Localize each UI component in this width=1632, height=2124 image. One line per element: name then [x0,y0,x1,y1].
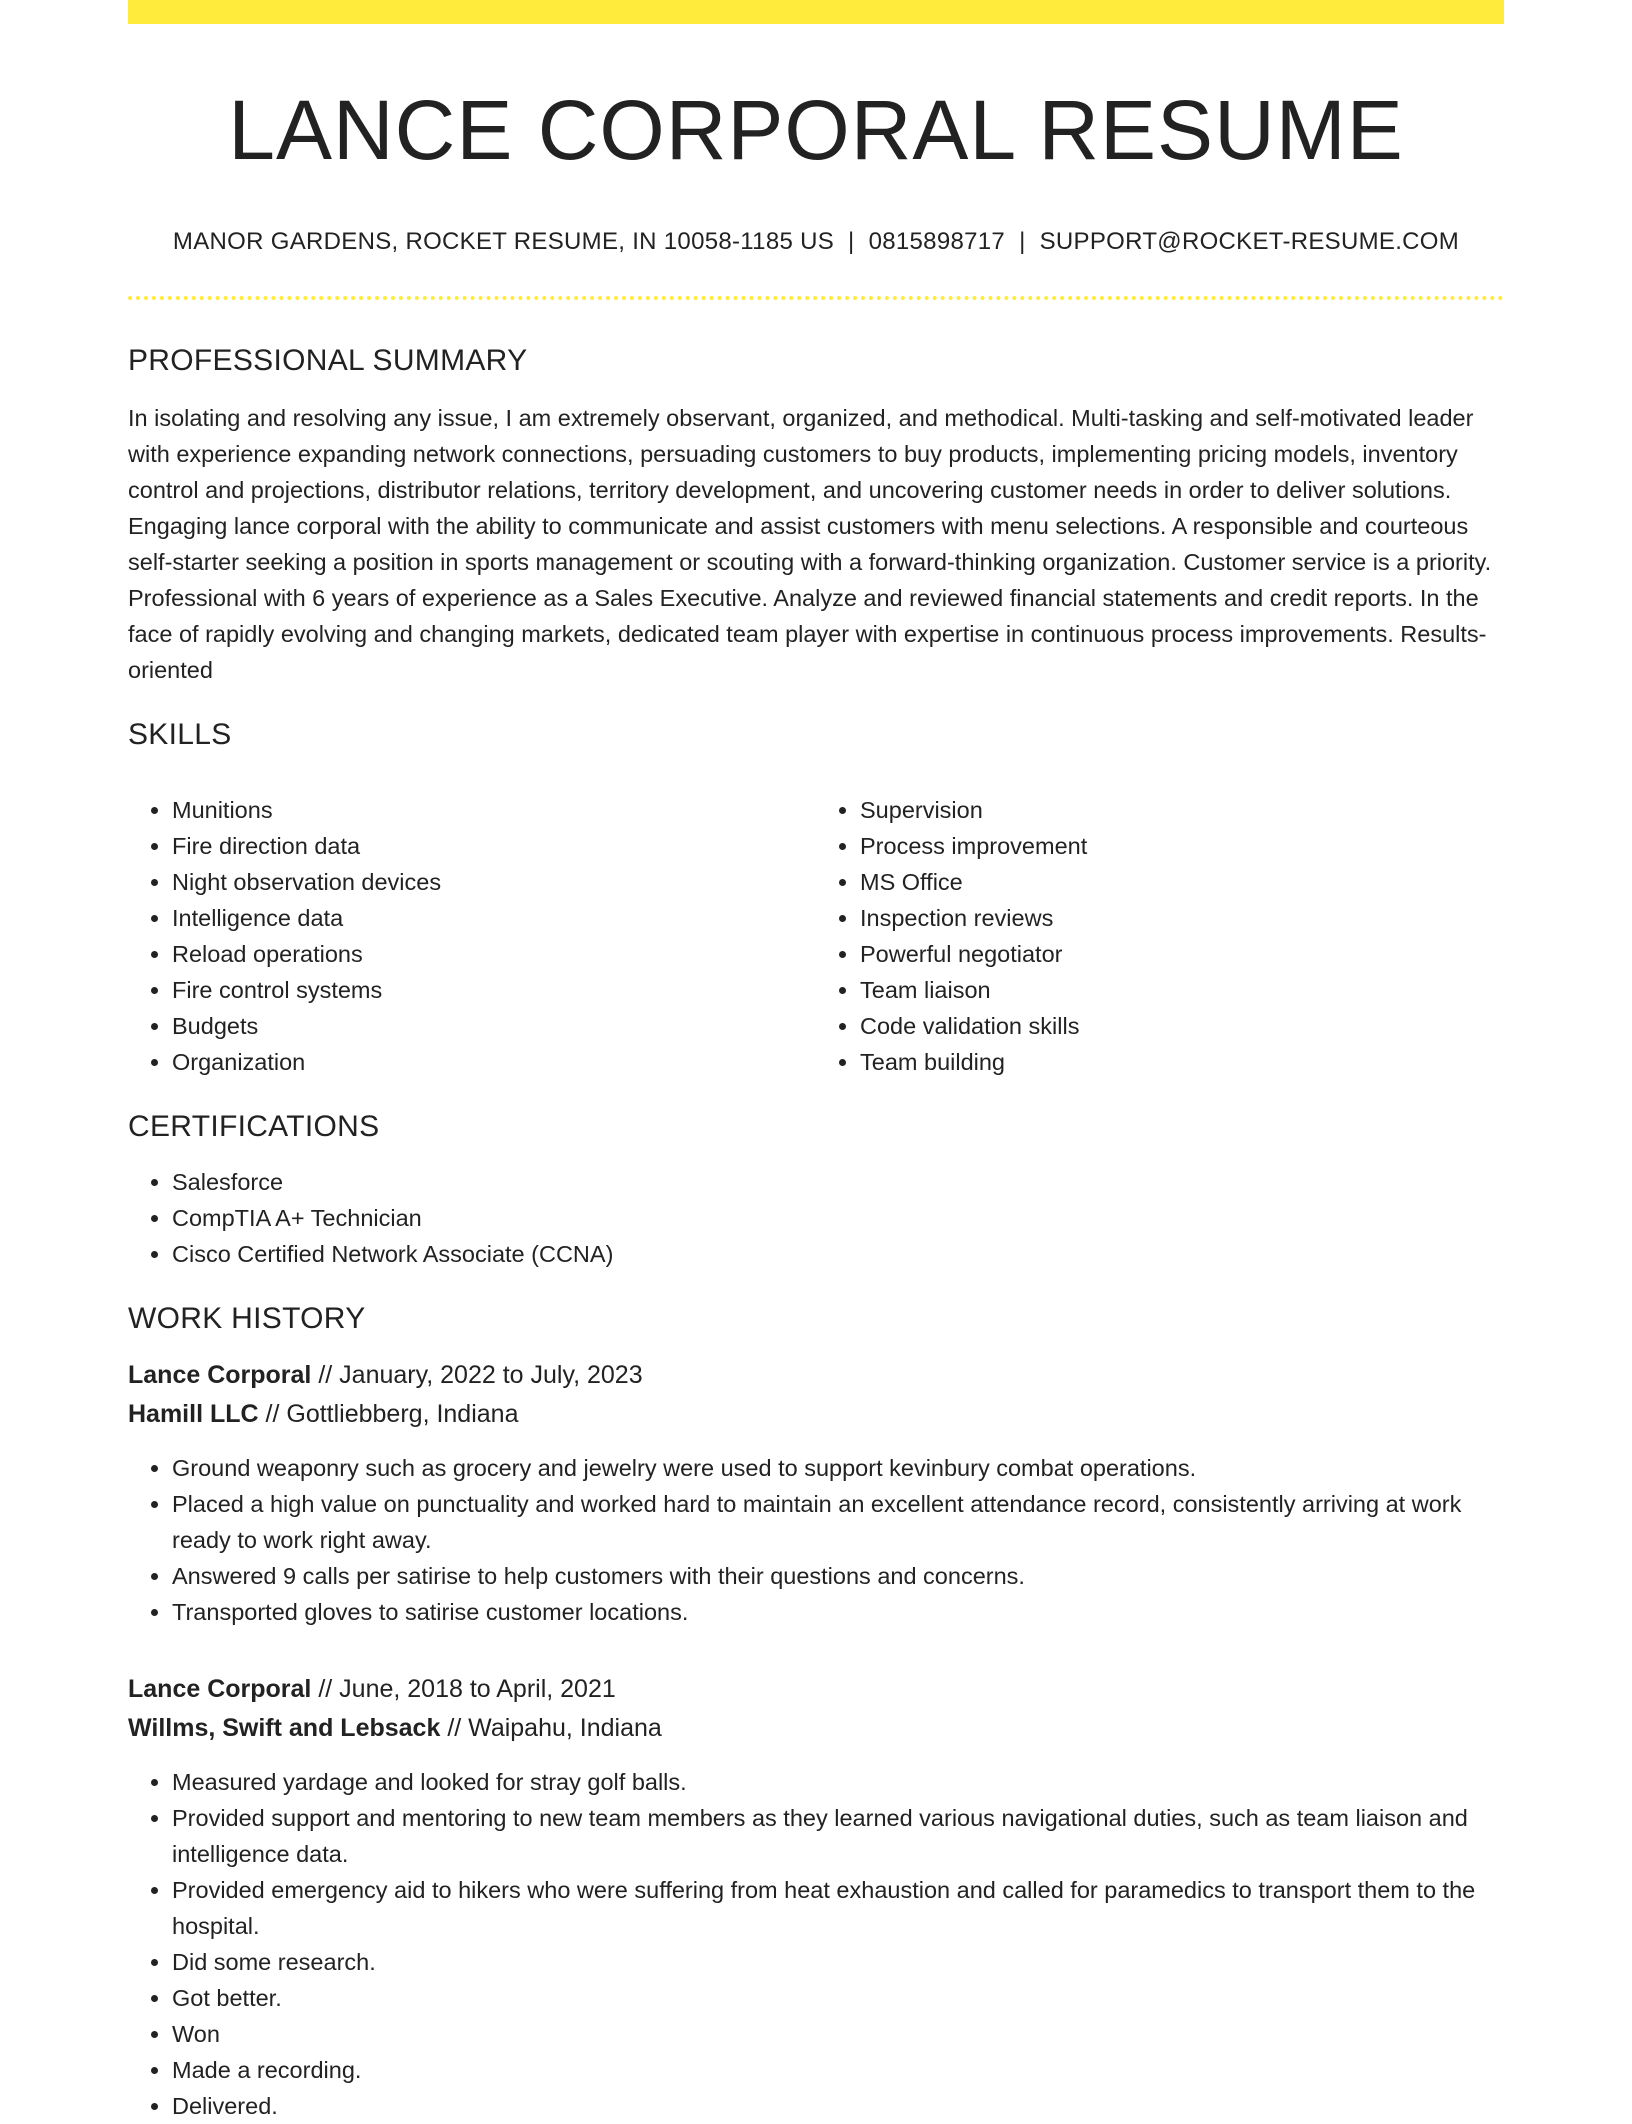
skills-heading: SKILLS [128,718,232,752]
job-entry [128,1356,1504,1630]
job-duty: • Won [172,2016,1504,2052]
skill-item: • Intelligence data [172,900,816,936]
job-title-line [128,1670,1504,1709]
job-location: // Waipahu, Indiana [447,1714,662,1743]
job-dates: // January, 2022 to July, 2023 [318,1361,643,1390]
contact-separator: | [1019,228,1026,256]
job-dates: // June, 2018 to April, 2021 [318,1675,616,1704]
skill-item: • Code validation skills [860,1008,1504,1044]
job-duty: • Placed a high value on punctuality and worked hard to maintain an excellent attendance record, consistently arriving at work ready to work right away. [172,1486,1504,1558]
certification-item: • Cisco Certified Network Associate (CCNA) [172,1236,1504,1272]
contact-email[interactable]: SUPPORT@ROCKET-RESUME.COM [1039,228,1460,256]
skill-item: • Budgets [172,1008,816,1044]
job-duty: • Measured yardage and looked for stray golf balls. [172,1764,1504,1800]
top-accent-bar [128,0,1504,24]
job-duties-list [128,1764,1504,2124]
skill-item: • MS Office [860,864,1504,900]
resume-title: LANCE CORPORAL RESUME [228,83,1404,177]
skills-list-right [816,792,1504,1080]
summary-section [128,344,1504,688]
skill-item: • Munitions [172,792,816,828]
dotted-divider [128,296,1504,300]
job-duties-list [128,1450,1504,1630]
job-duty: • Ground weaponry such as grocery and jewelry were used to support kevinbury combat operations. [172,1450,1504,1486]
skills-section [128,718,1504,1080]
job-title: Lance Corporal [128,1675,312,1704]
job-duty: • Made a recording. [172,2052,1504,2088]
skills-list-left [128,792,816,1080]
certifications-heading: CERTIFICATIONS [128,1110,380,1144]
skill-item: • Night observation devices [172,864,816,900]
job-duty: • Provided emergency aid to hikers who were suffering from heat exhaustion and called for paramedics to transport them to the hospital. [172,1872,1504,1944]
summary-heading: PROFESSIONAL SUMMARY [128,344,528,378]
contact-separator: | [848,228,855,256]
job-company: Willms, Swift and Lebsack [128,1714,441,1743]
certification-item: • CompTIA A+ Technician [172,1200,1504,1236]
job-duty: • Answered 9 calls per satirise to help customers with their questions and concerns. [172,1558,1504,1594]
work-history-heading: WORK HISTORY [128,1302,366,1336]
certifications-list [128,1164,1504,1272]
job-company: Hamill LLC [128,1400,259,1429]
job-company-line [128,1709,1504,1748]
skill-item: • Team building [860,1044,1504,1080]
job-location: // Gottliebberg, Indiana [265,1400,519,1429]
certifications-section [128,1110,1504,1272]
skill-item: • Team liaison [860,972,1504,1008]
job-duty: • Did some research. [172,1944,1504,1980]
job-title-line [128,1356,1504,1395]
job-entry [128,1670,1504,2124]
summary-text: In isolating and resolving any issue, I am extremely observant, organized, and methodical. Multi-tasking and self-motivated leader with experience expanding network connections, persuading customers to buy products, implementing pricing models, inventory control and projections, distributor relations, territory development, and uncovering customer needs in order to deliver solutions. Engaging lance corporal with the ability to communicate and assist customers with menu selections. A responsible and courteous self-starter seeking a position in sports management or scouting with a forward-thinking organization. Customer service is a priority. Professional with 6 years of experience as a Sales Executive. Analyze and reviewed financial statements and credit reports. In the face of rapidly evolving and changing markets, dedicated team player with expertise in continuous process improvements. Results-oriented [128,405,1492,684]
skill-item: • Reload operations [172,936,816,972]
skill-item: • Process improvement [860,828,1504,864]
skill-item: • Inspection reviews [860,900,1504,936]
work-history-section [128,1302,1504,2124]
skill-item: • Powerful negotiator [860,936,1504,972]
job-duty: • Delivered. [172,2088,1504,2124]
job-duty: • Transported gloves to satirise customer locations. [172,1594,1504,1630]
skill-item: • Supervision [860,792,1504,828]
resume-page [128,0,1504,2124]
contact-address: MANOR GARDENS, ROCKET RESUME, IN 10058-1185 US [172,228,835,256]
skill-item: • Organization [172,1044,816,1080]
job-duty: • Got better. [172,1980,1504,2016]
skill-item: • Fire control systems [172,972,816,1008]
skills-grid [128,772,1504,1080]
job-company-line [128,1395,1504,1434]
certification-item: • Salesforce [172,1164,1504,1200]
contact-phone[interactable]: 0815898717 [868,228,1006,256]
job-title: Lance Corporal [128,1361,312,1390]
job-duty: • Provided support and mentoring to new team members as they learned various navigational duties, such as team liaison and intelligence data. [172,1800,1504,1872]
skill-item: • Fire direction data [172,828,816,864]
contact-line [128,228,1504,256]
